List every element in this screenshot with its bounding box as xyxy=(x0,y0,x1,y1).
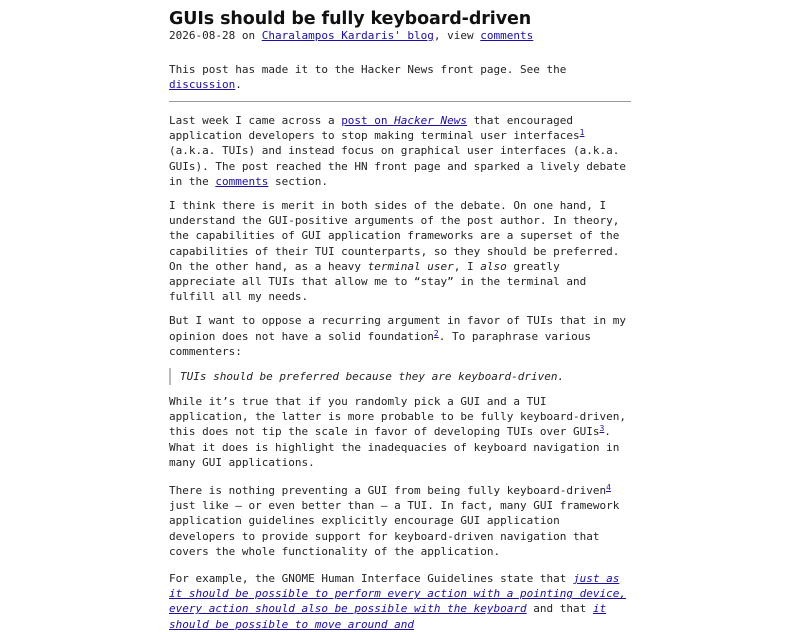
paragraph-5: There is nothing preventing a GUI from being fully keyboard-driven$^4$ just like — or even better than — a TUI. In fact, many GUI framework application guidelines explicitly encourage GUI application developers to provide support for keyboard-driven navigation that covers the whole functionality of the application. xyxy=(169,483,620,558)
hn-comments-link[interactable]: comments xyxy=(215,174,269,188)
hn-notice: This post has made it to the Hacker News front page. See the discussion. xyxy=(169,63,567,91)
footnote-2-link[interactable]: 2 xyxy=(433,328,439,338)
paragraph-6: For example, the GNOME Human Interface Guidelines state that just as it should be possible to perform every action with a pointing device, every action should also be possible with the keyboard and that it should be possible to move around and xyxy=(169,572,626,631)
divider xyxy=(169,101,631,102)
post-date: 2026-08-28 xyxy=(169,29,236,42)
comments-link[interactable]: comments xyxy=(480,29,534,42)
paragraph-4: While it’s true that if you randomly pick a GUI and a TUI application, the latter is more probable to be fully keyboard-driven, this does not tip the scale in favor of developing TUIs over GUIs$^3$. What it does is highlight the inadequacies of keyboard navigation in many GUI applications. xyxy=(169,395,626,469)
quote: TUIs should be preferred because they are keyboard-driven. xyxy=(169,368,631,385)
page-title: GUIs should be fully keyboard-driven xyxy=(169,9,532,29)
article xyxy=(169,0,631,632)
gnome-hig-link-2[interactable]: it should be possible to move around and xyxy=(169,602,607,631)
post-meta: 2026-08-28 on Charalampos Kardaris' blog, view comments xyxy=(169,29,534,42)
gnome-hig-link-1[interactable]: just as it should be possible to perform every action with a pointing device, every action should also be possible with the keyboard xyxy=(169,572,626,616)
paragraph-1: Last week I came across a post on Hacker News that encouraged application developers to stop making terminal user interfaces$^1$ (a.k.a. TUIs) and instead focus on graphical user interfaces (a.k.a. GUIs). The post reached the HN front page and sparked a lively debate in the comments section. xyxy=(169,114,626,188)
footnote-4-link[interactable]: 4 xyxy=(606,483,611,493)
paragraph-2: I think there is merit in both sides of the debate. On one hand, I understand the GUI-positive arguments of the post author. In theory, the capabilities of GUI application frameworks are a superset of the capabilities of their TUI counterparts, so they should be preferred. On the other hand, as a heavy terminal user, I also greatly appreciate all TUIs that allow me to “stay” in the terminal and fulfill all my needs. xyxy=(169,199,620,304)
footnote-3-link[interactable]: 3 xyxy=(599,424,605,434)
hn-post-link[interactable]: post on Hacker News xyxy=(341,114,468,127)
paragraph-3: But I want to oppose a recurring argument in favor of TUIs that in my opinion does not have a solid foundation$^2$. To paraphrase various commenters: xyxy=(169,314,626,358)
footnote-1-link[interactable]: 1 xyxy=(579,128,585,138)
blog-link[interactable]: Charalampos Kardaris' blog xyxy=(261,29,434,42)
discussion-link[interactable]: discussion xyxy=(169,78,236,91)
